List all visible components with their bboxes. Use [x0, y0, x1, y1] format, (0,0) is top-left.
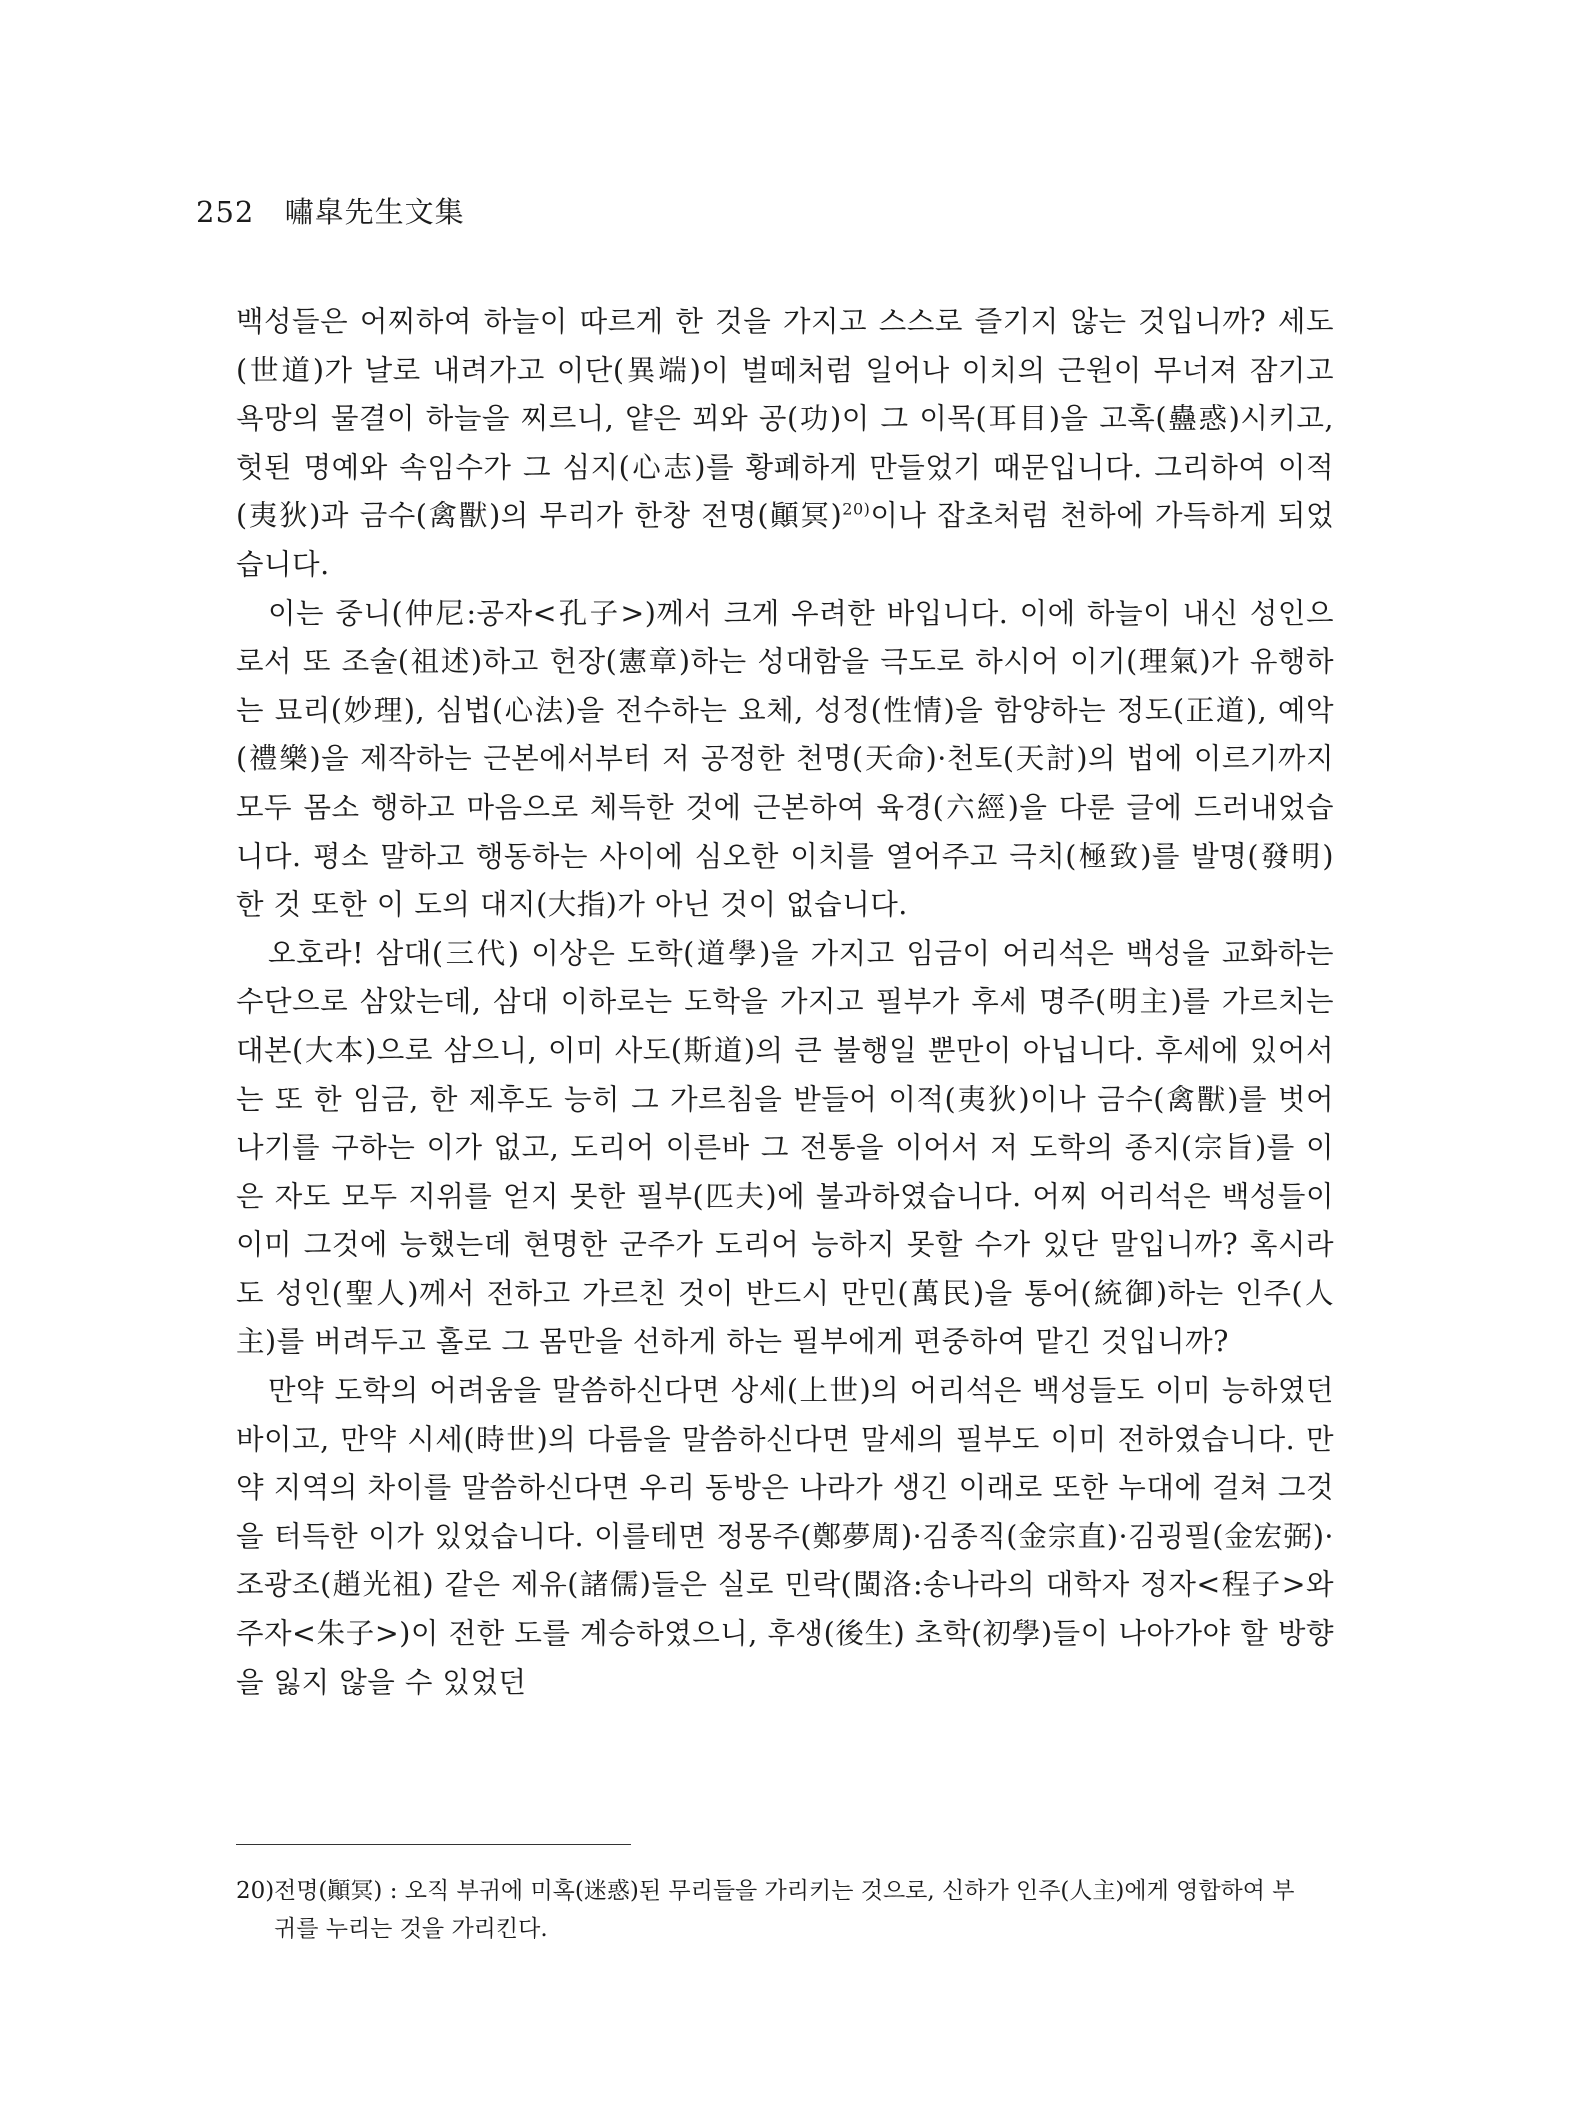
- footnote-20: [236, 1872, 1334, 1948]
- footnote-number: 20): [236, 1878, 275, 1904]
- running-header: [196, 190, 465, 231]
- footnote-line-2: 귀를 누리는 것을 가리킨다.: [274, 1916, 548, 1942]
- paragraph-1: [236, 298, 1334, 590]
- paragraph-1-after: 이나 잡초처럼 천하에 가득하게 되었습니다.: [236, 499, 1334, 581]
- main-text: [236, 298, 1334, 1707]
- book-title: 嘯皐先生文集: [284, 195, 465, 229]
- footnote-ref-20[interactable]: 20): [842, 499, 871, 519]
- paragraph-4: 만약 도학의 어려움을 말씀하신다면 상세(上世)의 어리석은 백성들도 이미 능하였던 바이고, 만약 시세(時世)의 다름을 말씀하신다면 말세의 필부도 이미 전하였습니다. 만약 지역의 차이를 말씀하신다면 우리 동방은 나라가 생긴 이래로 또한 누대에 걸쳐 그것을 터득한 이가 있었습니다. 이를테면 정몽주(鄭夢周)·김종직(金宗直)·김굉필(金宏弼)·조광조(趙光祖) 같은 제유(諸儒)들은 실로 민락(閩洛:송나라의 대학자 정자<程子>와 주자<朱子>)이 전한 도를 계승하였으니, 후생(後生) 초학(初學)들이 나아가야 할 방향을 잃지 않을 수 있었던: [236, 1374, 1334, 1699]
- footnote-divider: [236, 1844, 631, 1845]
- footnote-line-1: 전명(顚冥) : 오직 부귀에 미혹(迷惑)된 무리들을 가리키는 것으로, 신하가 인주(人主)에게 영합하여 부: [274, 1878, 1295, 1904]
- paragraph-1-text: 백성들은 어찌하여 하늘이 따르게 한 것을 가지고 스스로 즐기지 않는 것입니까? 세도(世道)가 날로 내려가고 이단(異端)이 벌떼처럼 일어나 이치의 근원이 무너져 잠기고 욕망의 물결이 하늘을 찌르니, 얕은 꾀와 공(功)이 그 이목(耳目)을 고혹(蠱惑)시키고, 헛된 명예와 속임수가 그 심지(心志)를 황폐하게 만들었기 때문입니다. 그리하여 이적(夷狄)과 금수(禽獸)의 무리가 한창 전명(顚冥): [236, 305, 1334, 533]
- page-number: 252: [196, 195, 255, 229]
- paragraph-3: 오호라! 삼대(三代) 이상은 도학(道學)을 가지고 임금이 어리석은 백성을 교화하는 수단으로 삼았는데, 삼대 이하로는 도학을 가지고 필부가 후세 명주(明主)를 가르치는 대본(大本)으로 삼으니, 이미 사도(斯道)의 큰 불행일 뿐만이 아닙니다. 후세에 있어서는 또 한 임금, 한 제후도 능히 그 가르침을 받들어 이적(夷狄)이나 금수(禽獸)를 벗어나기를 구하는 이가 없고, 도리어 이른바 그 전통을 이어서 저 도학의 종지(宗旨)를 이은 자도 모두 지위를 얻지 못한 필부(匹夫)에 불과하였습니다. 어찌 어리석은 백성들이 이미 그것에 능했는데 현명한 군주가 도리어 능하지 못할 수가 있단 말입니까? 혹시라도 성인(聖人)께서 전하고 가르친 것이 반드시 만민(萬民)을 통어(統御)하는 인주(人主)를 버려두고 홀로 그 몸만을 선하게 하는 필부에게 편중하여 맡긴 것입니까?: [236, 936, 1334, 1359]
- paragraph-2: 이는 중니(仲尼:공자<孔子>)께서 크게 우려한 바입니다. 이에 하늘이 내신 성인으로서 또 조술(祖述)하고 헌장(憲章)하는 성대함을 극도로 하시어 이기(理氣)가 유행하는 묘리(妙理), 심법(心法)을 전수하는 요체, 성정(性情)을 함양하는 정도(正道), 예악(禮樂)을 제작하는 근본에서부터 저 공정한 천명(天命)·천토(天討)의 법에 이르기까지 모두 몸소 행하고 마음으로 체득한 것에 근본하여 육경(六經)을 다룬 글에 드러내었습니다. 평소 말하고 행동하는 사이에 심오한 이치를 열어주고 극치(極致)를 발명(發明)한 것 또한 이 도의 대지(大指)가 아닌 것이 없습니다.: [236, 596, 1334, 922]
